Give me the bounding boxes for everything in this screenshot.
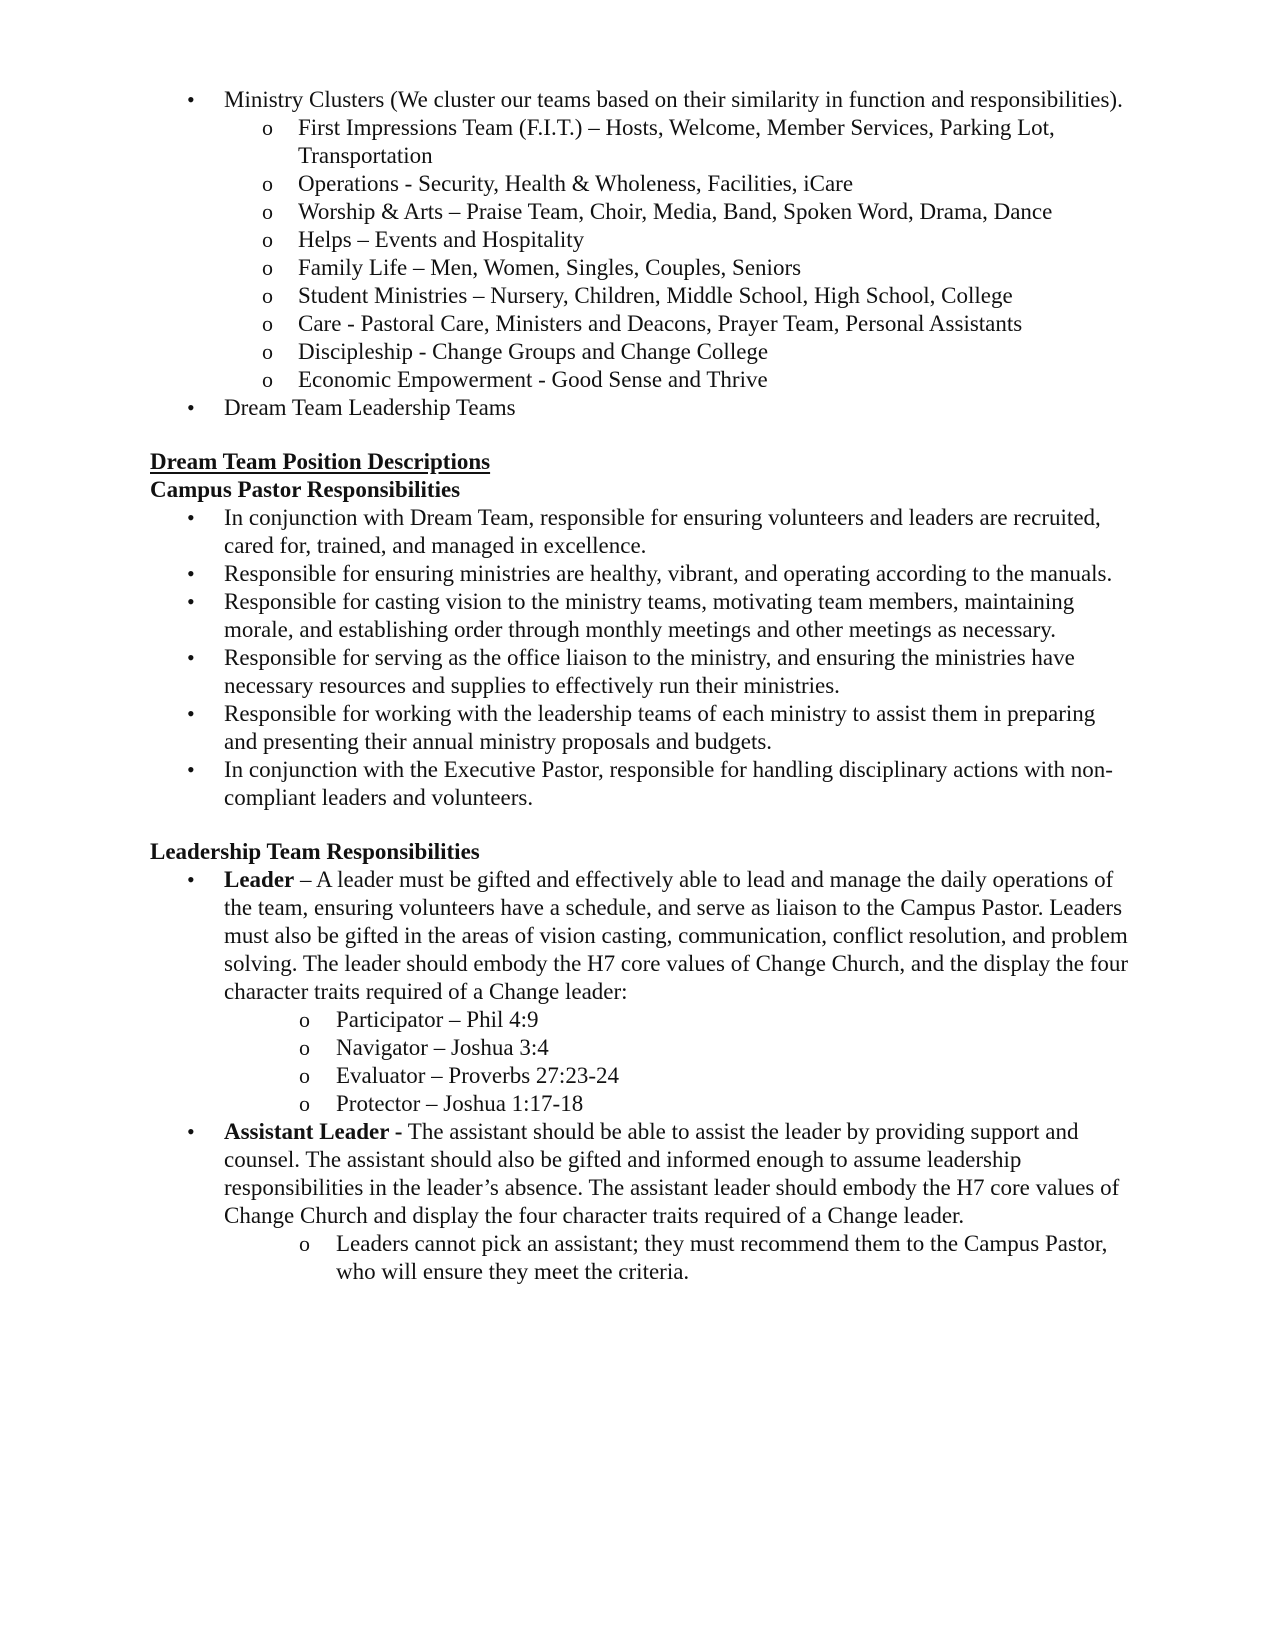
leadership-heading: Leadership Team Responsibilities bbox=[150, 839, 480, 864]
circle-bullet-icon: o bbox=[299, 1231, 310, 1256]
list-item bbox=[224, 310, 1130, 338]
list-item bbox=[224, 1230, 1130, 1286]
responsibility-text: Responsible for working with the leadership teams of each ministry to assist them in preparing and presenting their annual ministry proposals and budgets. bbox=[224, 701, 1096, 754]
list-item bbox=[150, 700, 1130, 756]
circle-bullet-icon: o bbox=[262, 311, 273, 336]
list-item bbox=[224, 1090, 1130, 1118]
assistant-description: The assistant should be able to assist the leader by providing support and counsel. The assistant should also be gifted and informed enough to assume leadership responsibilities in the leader’s absence. The assistant leader should embody the H7 core values of Change Church and display the four character traits required of a Change leader. bbox=[224, 1119, 1120, 1228]
list-item bbox=[150, 86, 1130, 394]
cluster-item: Student Ministries – Nursery, Children, Middle School, High School, College bbox=[298, 283, 1013, 308]
list-item bbox=[150, 560, 1130, 588]
list-item bbox=[224, 366, 1130, 394]
cluster-item: Family Life – Men, Women, Singles, Couples, Seniors bbox=[298, 255, 802, 280]
responsibility-text: Responsible for ensuring ministries are healthy, vibrant, and operating according to the manuals. bbox=[224, 561, 1113, 586]
clusters-sublist bbox=[224, 114, 1130, 394]
bullet-icon: • bbox=[187, 395, 195, 420]
circle-bullet-icon: o bbox=[262, 339, 273, 364]
position-descriptions-heading: Dream Team Position Descriptions bbox=[150, 449, 491, 474]
spacer bbox=[150, 812, 1130, 838]
bullet-icon: • bbox=[187, 1119, 195, 1144]
list-item bbox=[150, 394, 1130, 422]
circle-bullet-icon: o bbox=[299, 1035, 310, 1060]
bullet-icon: • bbox=[187, 505, 195, 530]
list-item bbox=[224, 114, 1130, 170]
list-item bbox=[224, 1006, 1130, 1034]
spacer bbox=[150, 422, 1130, 448]
list-item bbox=[150, 756, 1130, 812]
list-item bbox=[224, 1062, 1130, 1090]
list-item bbox=[150, 644, 1130, 700]
assistant-term: Assistant Leader - bbox=[224, 1119, 403, 1144]
bullet-icon: • bbox=[187, 87, 195, 112]
circle-bullet-icon: o bbox=[262, 283, 273, 308]
circle-bullet-icon: o bbox=[299, 1007, 310, 1032]
circle-bullet-icon: o bbox=[262, 115, 273, 140]
list-item bbox=[224, 282, 1130, 310]
cluster-item: Operations - Security, Health & Wholeness, Facilities, iCare bbox=[298, 171, 854, 196]
responsibility-text: Responsible for serving as the office liaison to the ministry, and ensuring the ministries have necessary resources and supplies to effectively run their ministries. bbox=[224, 645, 1075, 698]
list-item bbox=[224, 338, 1130, 366]
circle-bullet-icon: o bbox=[262, 255, 273, 280]
list-item bbox=[224, 170, 1130, 198]
cluster-item: Worship & Arts – Praise Team, Choir, Media, Band, Spoken Word, Drama, Dance bbox=[298, 199, 1053, 224]
circle-bullet-icon: o bbox=[262, 367, 273, 392]
bullet-icon: • bbox=[187, 561, 195, 586]
list-item bbox=[150, 588, 1130, 644]
bullet-icon: • bbox=[187, 589, 195, 614]
bullet-icon: • bbox=[187, 757, 195, 782]
bullet-icon: • bbox=[187, 645, 195, 670]
circle-bullet-icon: o bbox=[299, 1063, 310, 1088]
circle-bullet-icon: o bbox=[262, 199, 273, 224]
campus-pastor-list bbox=[150, 504, 1130, 812]
trait-text: Navigator – Joshua 3:4 bbox=[336, 1035, 549, 1060]
leader-term: Leader bbox=[224, 867, 295, 892]
cluster-item: Discipleship - Change Groups and Change College bbox=[298, 339, 769, 364]
responsibility-text: In conjunction with the Executive Pastor, responsible for handling disciplinary actions with non-compliant leaders and volunteers. bbox=[224, 757, 1113, 810]
list-item bbox=[224, 226, 1130, 254]
circle-bullet-icon: o bbox=[299, 1091, 310, 1116]
clusters-intro: Ministry Clusters (We cluster our teams based on their similarity in function and responsibilities). bbox=[224, 87, 1123, 112]
trait-text: Participator – Phil 4:9 bbox=[336, 1007, 539, 1032]
clusters-list bbox=[150, 86, 1130, 422]
traits-list bbox=[224, 1006, 1130, 1118]
bullet-icon: • bbox=[187, 701, 195, 726]
list-item bbox=[150, 866, 1130, 1118]
leader-description: – A leader must be gifted and effectively able to lead and manage the daily operations of the team, ensuring volunteers have a schedule, and serve as liaison to the Campus Pastor. Leaders must also be gifted in the areas of vision casting, communication, conflict resolution, and problem solving. The leader should embody the H7 core values of Change Church, and the display the four character traits required of a Change leader: bbox=[224, 867, 1129, 1004]
cluster-item: Economic Empowerment - Good Sense and Thrive bbox=[298, 367, 768, 392]
list-item bbox=[224, 254, 1130, 282]
trait-text: Protector – Joshua 1:17-18 bbox=[336, 1091, 584, 1116]
document-page bbox=[150, 86, 1130, 1286]
assistant-note-text: Leaders cannot pick an assistant; they must recommend them to the Campus Pastor, who will ensure they meet the criteria. bbox=[336, 1231, 1108, 1284]
list-item bbox=[150, 1118, 1130, 1286]
leadership-list bbox=[150, 866, 1130, 1286]
responsibility-text: In conjunction with Dream Team, responsible for ensuring volunteers and leaders are recruited, cared for, trained, and managed in excellence. bbox=[224, 505, 1101, 558]
responsibility-text: Responsible for casting vision to the ministry teams, motivating team members, maintaining morale, and establishing order through monthly meetings and other meetings as necessary. bbox=[224, 589, 1075, 642]
cluster-item: Care - Pastoral Care, Ministers and Deacons, Prayer Team, Personal Assistants bbox=[298, 311, 1023, 336]
trait-text: Evaluator – Proverbs 27:23-24 bbox=[336, 1063, 619, 1088]
list-item bbox=[150, 504, 1130, 560]
assistant-notes-list bbox=[224, 1230, 1130, 1286]
bullet-icon: • bbox=[187, 867, 195, 892]
list-item bbox=[224, 198, 1130, 226]
dream-team-item: Dream Team Leadership Teams bbox=[224, 395, 516, 420]
cluster-item: First Impressions Team (F.I.T.) – Hosts, Welcome, Member Services, Parking Lot, Transportation bbox=[298, 115, 1055, 168]
circle-bullet-icon: o bbox=[262, 227, 273, 252]
cluster-item: Helps – Events and Hospitality bbox=[298, 227, 585, 252]
list-item bbox=[224, 1034, 1130, 1062]
circle-bullet-icon: o bbox=[262, 171, 273, 196]
campus-pastor-heading: Campus Pastor Responsibilities bbox=[150, 477, 461, 502]
